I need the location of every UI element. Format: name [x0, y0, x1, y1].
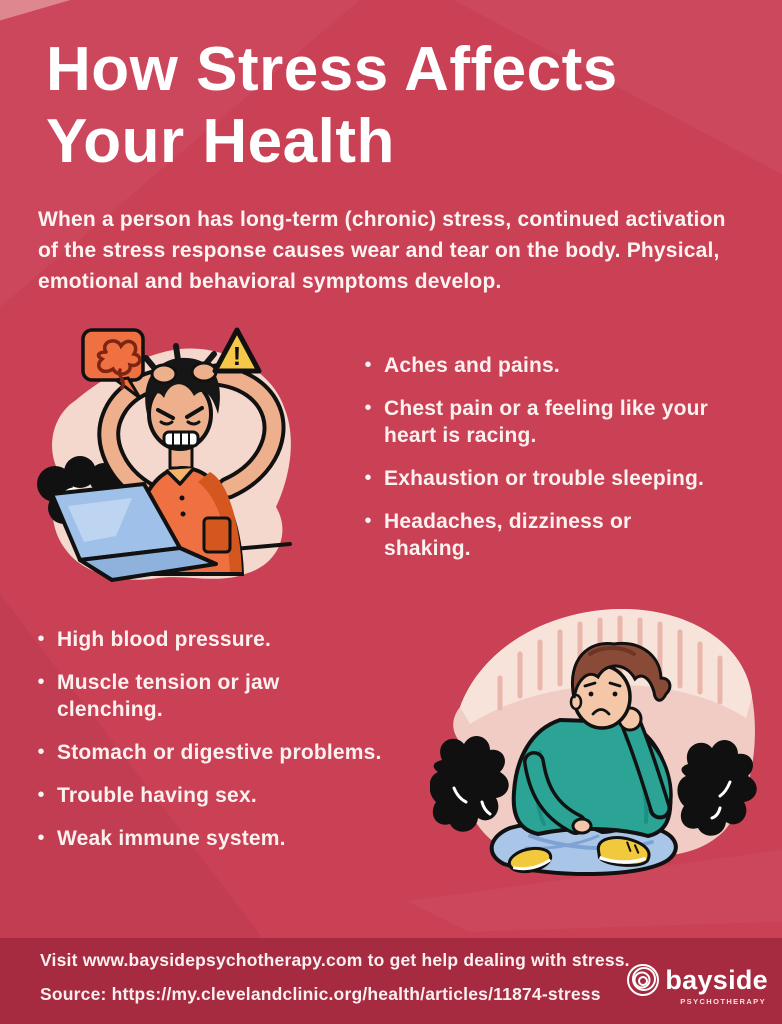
symptom-text: Stomach or digestive problems. — [57, 741, 382, 764]
symptom-text: Muscle tension or jaw clenching. — [57, 671, 280, 721]
bullet-icon: • — [37, 671, 45, 693]
source-line: Source: https://my.clevelandclinic.org/health/articles/11874-stress — [40, 984, 601, 1004]
list-item — [25, 626, 455, 653]
bullet-icon: • — [37, 784, 45, 806]
intro-paragraph: When a person has long-term (chronic) stress, continued activation of the stress response causes wear and tear on the body. Physical, emotional and behavioral symptoms develop. — [38, 208, 726, 293]
list-item — [25, 825, 455, 852]
sad-man-illustration — [430, 592, 782, 890]
body-symptoms-list — [25, 626, 455, 868]
bullet-icon: • — [364, 397, 372, 419]
bullet-icon: • — [364, 510, 372, 532]
symptom-text: Trouble having sex. — [57, 784, 257, 807]
symptom-text: Chest pain or a feeling like your heart is racing. — [384, 397, 709, 447]
list-item — [25, 782, 455, 809]
symptom-text: Exhaustion or trouble sleeping. — [384, 467, 705, 490]
warning-triangle-icon — [215, 330, 259, 371]
symptom-text: High blood pressure. — [57, 628, 272, 651]
bullet-icon: • — [37, 741, 45, 763]
warning-exclamation: ! — [232, 341, 242, 371]
bullet-icon: • — [364, 354, 372, 376]
bullet-icon: • — [37, 628, 45, 650]
list-item — [25, 739, 455, 766]
list-item — [352, 508, 772, 562]
visit-line: Visit www.baysidepsychotherapy.com to get help dealing with stress. — [40, 950, 630, 970]
list-item — [25, 669, 455, 723]
list-item — [352, 465, 772, 492]
logo-text — [665, 967, 768, 1014]
stressed-man-svg — [28, 322, 333, 600]
bullet-icon: • — [37, 827, 45, 849]
footer-band — [0, 938, 782, 1024]
bayside-logo — [623, 948, 768, 1014]
logo-tagline: PSYCHOTHERAPY — [680, 997, 766, 1006]
spiral-logo-icon — [623, 960, 663, 1000]
logo-name: bayside — [665, 965, 768, 995]
list-item — [352, 352, 772, 379]
symptom-text: Weak immune system. — [57, 827, 286, 850]
stressed-man-illustration — [28, 322, 333, 600]
footer-text — [40, 950, 630, 1005]
physical-symptoms-list — [352, 352, 772, 578]
list-item — [352, 395, 772, 449]
bullet-icon: • — [364, 467, 372, 489]
page-title: How Stress Affects Your Health — [46, 35, 618, 176]
symptom-text: Headaches, dizziness or shaking. — [384, 510, 632, 560]
symptom-text: Aches and pains. — [384, 354, 560, 377]
sad-man-svg — [430, 592, 782, 890]
